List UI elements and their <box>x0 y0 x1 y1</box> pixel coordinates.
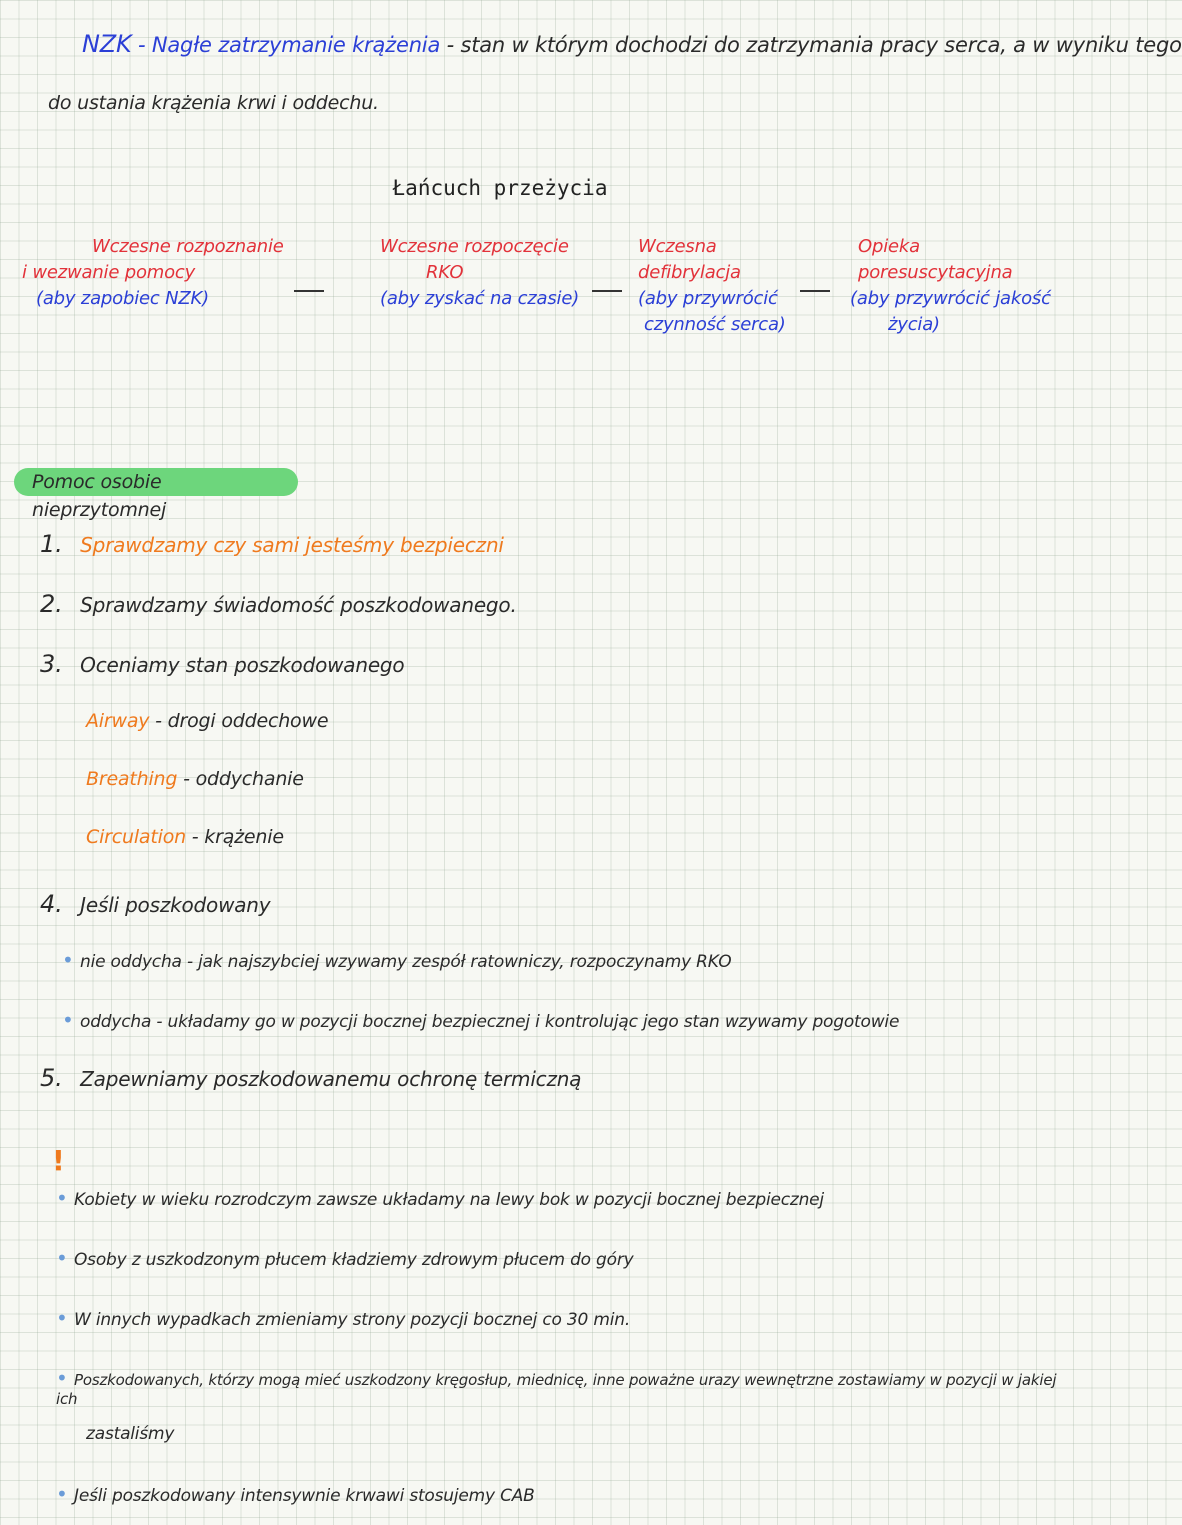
bullet-dot: • <box>56 1366 68 1390</box>
abc-term: Breathing <box>86 768 178 790</box>
chain-item-sub: czynność serca) <box>644 314 786 335</box>
step-text: Sprawdzamy świadomość poszkodowanego. <box>80 593 517 617</box>
case-breathing <box>62 1008 899 1032</box>
step-3 <box>40 650 404 678</box>
step-text: Zapewniamy poszkodowanemu ochronę termiczną <box>80 1067 582 1091</box>
step-number: 5. <box>40 1064 63 1092</box>
chain-item-head: i wezwanie pomocy <box>22 262 196 283</box>
nzk-definition-line <box>82 30 1182 58</box>
step-text: Sprawdzamy czy sami jesteśmy bezpieczni <box>80 533 504 557</box>
bullet-dot: • <box>56 1306 68 1330</box>
note-item <box>56 1186 824 1210</box>
nzk-definition-text: - stan w którym dochodzi do zatrzymania pracy serca, a w wyniku tego <box>446 33 1182 57</box>
step-number: 3. <box>40 650 63 678</box>
chain-item-head: defibrylacja <box>638 262 741 283</box>
step-2 <box>40 590 517 618</box>
chain-item-head: Wczesna <box>638 236 717 257</box>
step-text: Oceniamy stan poszkodowanego <box>80 653 405 677</box>
bullet-dot: • <box>56 1186 68 1210</box>
chain-item-head: RKO <box>426 262 464 283</box>
bullet-dot: • <box>62 948 74 972</box>
case-text: oddycha - układamy go w pozycji bocznej bezpiecznej i kontrolując jego stan wzywamy pogotowie <box>80 1012 900 1032</box>
note-text: Osoby z uszkodzonym płucem kładziemy zdrowym płucem do góry <box>74 1250 634 1270</box>
note-text: Kobiety w wieku rozrodczym zawsze układamy na lewy bok w pozycji bocznej bezpiecznej <box>74 1190 824 1210</box>
step-number: 4. <box>40 890 63 918</box>
chain-item-head: Wczesne rozpoznanie <box>92 236 284 257</box>
nzk-term-full: - Nagłe zatrzymanie krążenia <box>138 33 441 57</box>
step-number: 1. <box>40 530 63 558</box>
note-item <box>56 1246 634 1270</box>
chain-dash <box>800 290 830 292</box>
abc-meaning: - drogi oddechowe <box>149 710 329 732</box>
note-text: W innych wypadkach zmieniamy strony pozycji bocznej co 30 min. <box>74 1310 631 1330</box>
step-1 <box>40 530 504 558</box>
abc-meaning: - oddychanie <box>177 768 304 790</box>
note-text: Jeśli poszkodowany intensywnie krwawi stosujemy CAB <box>74 1486 535 1506</box>
chain-item-3 <box>638 234 786 338</box>
abc-breathing <box>86 768 304 790</box>
section-header: Pomoc osobie nieprzytomnej <box>14 468 298 496</box>
step-4 <box>40 890 270 918</box>
note-text: Poszkodowanych, którzy mogą mieć uszkodzony kręgosłup, miednicę, inne poważne urazy wewnętrzne zostawiamy w pozycji w jakiej ich <box>56 1371 1057 1408</box>
abc-circulation <box>86 826 284 848</box>
bullet-dot: • <box>56 1246 68 1270</box>
chain-item-2 <box>380 234 579 312</box>
case-not-breathing <box>62 948 731 972</box>
chain-item-4 <box>850 234 1070 338</box>
bullet-dot: • <box>56 1482 68 1506</box>
note-item <box>56 1306 630 1330</box>
step-text: Jeśli poszkodowany <box>80 893 271 917</box>
abc-term: Circulation <box>86 826 186 848</box>
chain-item-sub: (aby przywrócić <box>638 288 778 309</box>
note-item <box>56 1366 1080 1408</box>
chain-title: Łańcuch przeżycia <box>392 176 608 200</box>
note-item <box>56 1482 535 1506</box>
chain-dash <box>592 290 622 292</box>
note-continuation: zastaliśmy <box>86 1424 175 1444</box>
chain-item-1 <box>22 234 284 312</box>
nzk-definition-continuation: do ustania krążenia krwi i oddechu. <box>48 92 379 114</box>
chain-item-sub: życia) <box>888 314 940 335</box>
bullet-dot: • <box>62 1008 74 1032</box>
abc-airway <box>86 710 328 732</box>
abc-meaning: - krążenie <box>185 826 284 848</box>
chain-item-head: Opieka poresuscytacyjna <box>858 236 1013 283</box>
step-5 <box>40 1064 581 1092</box>
abc-term: Airway <box>86 710 150 732</box>
step-number: 2. <box>40 590 63 618</box>
nzk-term: NZK <box>82 30 132 58</box>
chain-item-head: Wczesne rozpoczęcie <box>380 236 569 257</box>
chain-item-sub: (aby zyskać na czasie) <box>380 288 580 309</box>
chain-item-sub: (aby przywrócić jakość <box>850 288 1051 309</box>
chain-item-sub: (aby zapobiec NZK) <box>36 288 209 309</box>
chain-dash <box>294 290 324 292</box>
warning-mark: ! <box>52 1144 65 1177</box>
case-text: nie oddycha - jak najszybciej wzywamy zespół ratowniczy, rozpoczynamy RKO <box>80 952 732 972</box>
